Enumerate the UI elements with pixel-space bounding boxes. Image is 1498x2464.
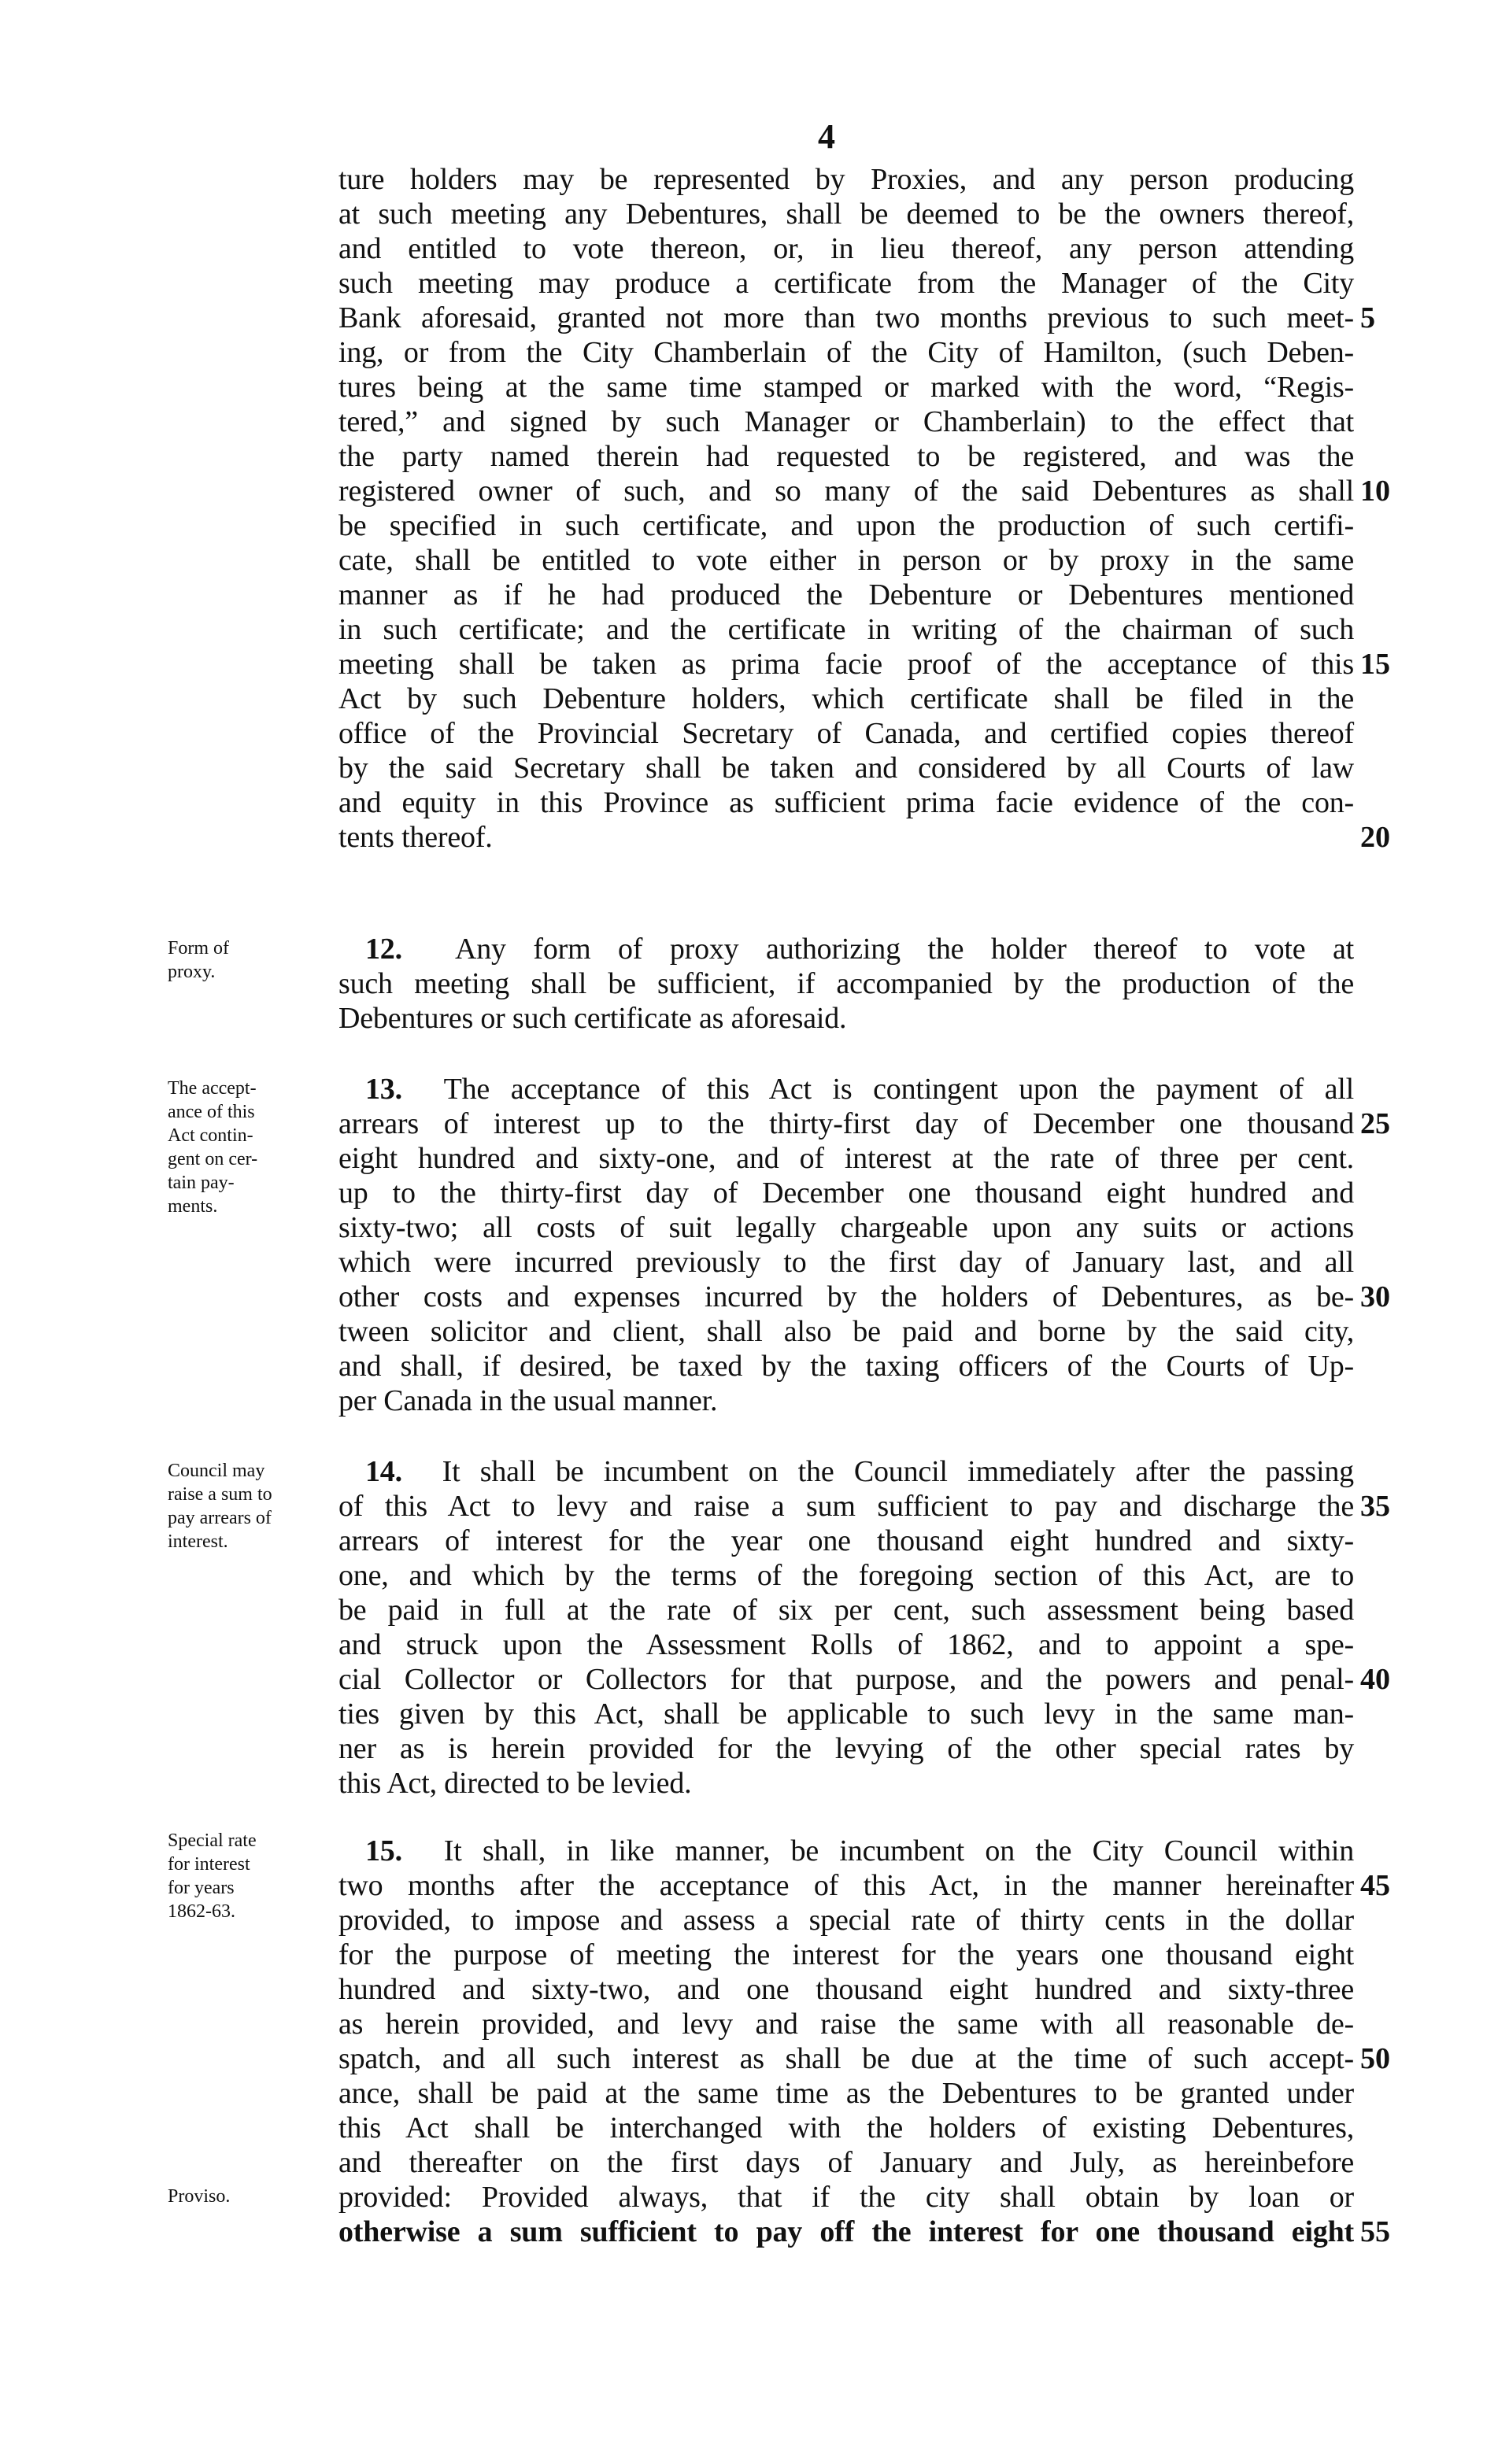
section-text: The acceptance of this Act is contingent upon the payment of all — [443, 1073, 1354, 1106]
text-line: registered owner of such, and so many of the said Debentures as shall — [338, 475, 1354, 508]
line-number: 55 — [1360, 2215, 1390, 2248]
line-number: 5 — [1360, 301, 1375, 334]
text-line: such meeting shall be sufficient, if accompanied by the production of the — [338, 967, 1354, 1000]
text-line: provided, to impose and assess a special rate of thirty cents in the dollar — [338, 1904, 1354, 1937]
text-line: otherwise a sum sufficient to pay off the interest for one thousand eight — [338, 2215, 1354, 2248]
text-line: tents thereof. — [338, 821, 493, 854]
margin-note-line: interest. — [168, 1531, 228, 1552]
margin-note-line: for years — [168, 1878, 235, 1898]
text-line: tween solicitor and client, shall also be paid and borne by the said city, — [338, 1315, 1354, 1348]
text-line: arrears of interest for the year one thousand eight hundred and sixty- — [338, 1524, 1354, 1557]
text-line: office of the Provincial Secretary of Canada, and certified copies thereof — [338, 717, 1354, 750]
margin-note-special-rate — [168, 1829, 329, 1923]
section-14 — [338, 1454, 1354, 1801]
text-line: Debentures or such certificate as aforesaid. — [338, 1002, 847, 1035]
text-line: in such certificate; and the certificate in writing of the chairman of such — [338, 613, 1354, 646]
margin-note-council-may-raise — [168, 1459, 329, 1553]
section-number: 15. — [365, 1834, 402, 1867]
section-15 — [338, 1834, 1354, 2249]
text-line: as herein provided, and levy and raise the same with all reasonable de- — [338, 2008, 1354, 2041]
margin-note-line: proxy. — [168, 962, 216, 982]
text-line: eight hundred and sixty-one, and of interest at the rate of three per cent. — [338, 1142, 1354, 1175]
text-line: such meeting may produce a certificate from the Manager of the City — [338, 267, 1354, 300]
margin-note-line: Act contin- — [168, 1125, 253, 1146]
text-line: which were incurred previously to the first day of January last, and all — [338, 1246, 1354, 1279]
margin-note-line: The accept- — [168, 1078, 257, 1099]
page-number: 4 — [818, 117, 835, 156]
text-line: for the purpose of meeting the interest for the years one thousand eight — [338, 1938, 1354, 1971]
text-line: be specified in such certificate, and upon the production of such certifi- — [338, 509, 1354, 542]
text-line: arrears of interest up to the thirty-first day of December one thousand — [338, 1107, 1354, 1140]
text-line: one, and which by the terms of the foregoing section of this Act, are to — [338, 1559, 1354, 1592]
line-number: 25 — [1360, 1107, 1390, 1140]
margin-note-line: raise a sum to — [168, 1484, 272, 1505]
margin-note-line: gent on cer- — [168, 1149, 258, 1169]
margin-note-acceptance — [168, 1077, 329, 1218]
text-line: two months after the acceptance of this Act, in the manner hereinafter — [338, 1869, 1354, 1902]
text-line: this Act shall be interchanged with the holders of existing Debentures, — [338, 2111, 1354, 2144]
section-number: 12. — [365, 933, 402, 966]
text-line: ner as is herein provided for the levying of the other special rates by — [338, 1732, 1354, 1765]
line-number: 15 — [1360, 648, 1390, 681]
text-line: at such meeting any Debentures, shall be deemed to be the owners thereof, — [338, 198, 1354, 231]
text-line: hundred and sixty-two, and one thousand eight hundred and sixty-three — [338, 1973, 1354, 2006]
text-line: be paid in full at the rate of six per cent, such assessment being based — [338, 1594, 1354, 1627]
text-line: and struck upon the Assessment Rolls of 1862, and to appoint a spe- — [338, 1628, 1354, 1661]
text-line: the party named therein had requested to be registered, and was the — [338, 440, 1354, 473]
text-line: and equity in this Province as sufficient prima facie evidence of the con- — [338, 786, 1354, 819]
line-number: 40 — [1360, 1663, 1390, 1696]
text-line: ties given by this Act, shall be applicable to such levy in the same man- — [338, 1697, 1354, 1731]
line-number: 10 — [1360, 475, 1390, 508]
text-line: spatch, and all such interest as shall be due at the time of such accept- — [338, 2042, 1354, 2075]
text-line: per Canada in the usual manner. — [338, 1384, 718, 1417]
text-line: this Act, directed to be levied. — [338, 1767, 692, 1800]
section-number: 14. — [365, 1455, 402, 1488]
text-line: ance, shall be paid at the same time as the Debentures to be granted under — [338, 2077, 1354, 2110]
section-12 — [338, 932, 1354, 1036]
text-line: and shall, if desired, be taxed by the taxing officers of the Courts of Up- — [338, 1350, 1354, 1383]
text-line: by the said Secretary shall be taken and considered by all Courts of law — [338, 752, 1354, 785]
line-number: 35 — [1360, 1490, 1390, 1523]
paragraph-continuation — [338, 162, 1354, 855]
text-line: cial Collector or Collectors for that purpose, and the powers and penal- — [338, 1663, 1354, 1696]
text-line — [338, 1454, 1354, 1489]
section-13 — [338, 1072, 1354, 1418]
text-line: other costs and expenses incurred by the holders of Debentures, as be- — [338, 1280, 1354, 1313]
margin-note-line: 1862-63. — [168, 1901, 235, 1922]
text-line: cate, shall be entitled to vote either in person or by proxy in the same — [338, 544, 1354, 577]
text-line: tered,” and signed by such Manager or Chamberlain) to the effect that — [338, 405, 1354, 438]
text-line — [338, 932, 1354, 966]
line-number: 50 — [1360, 2042, 1390, 2075]
text-line — [338, 1072, 1354, 1106]
text-line: tures being at the same time stamped or marked with the word, “Regis- — [338, 371, 1354, 404]
section-text: It shall be incumbent on the Council immediately after the passing — [442, 1455, 1354, 1488]
margin-note-line: ance of this — [168, 1102, 255, 1122]
text-line: of this Act to levy and raise a sum sufficient to pay and discharge the — [338, 1490, 1354, 1523]
text-line: sixty-two; all costs of suit legally chargeable upon any suits or actions — [338, 1211, 1354, 1244]
text-line: and thereafter on the first days of January and July, as hereinbefore — [338, 2146, 1354, 2179]
section-text: It shall, in like manner, be incumbent on the City Council within — [443, 1834, 1354, 1867]
margin-note-form-of-proxy — [168, 936, 329, 984]
margin-note-line: Proviso. — [168, 2186, 231, 2207]
margin-note-line: pay arrears of — [168, 1508, 272, 1528]
text-line: ture holders may be represented by Proxies, and any person producing — [338, 163, 1354, 196]
text-line: ing, or from the City Chamberlain of the City of Hamilton, (such Deben- — [338, 336, 1354, 369]
text-line: up to the thirty-first day of December one thousand eight hundred and — [338, 1177, 1354, 1210]
line-number: 45 — [1360, 1869, 1390, 1902]
section-number: 13. — [365, 1073, 402, 1106]
margin-note-line: Council may — [168, 1461, 265, 1481]
text-line: provided: Provided always, that if the city shall obtain by loan or — [338, 2181, 1354, 2214]
text-line: Act by such Debenture holders, which certificate shall be filed in the — [338, 682, 1354, 715]
text-line — [338, 1834, 1354, 1868]
text-line: Bank aforesaid, granted not more than two months previous to such meet- — [338, 301, 1354, 334]
text-line: manner as if he had produced the Debenture or Debentures mentioned — [338, 578, 1354, 611]
line-number: 20 — [1360, 821, 1390, 854]
margin-note-line: for interest — [168, 1854, 250, 1875]
margin-note-proviso — [168, 2185, 329, 2208]
margin-note-line: Form of — [168, 938, 229, 959]
margin-note-line: ments. — [168, 1196, 218, 1217]
margin-note-line: Special rate — [168, 1830, 257, 1851]
line-number: 30 — [1360, 1280, 1390, 1313]
margin-note-line: tain pay- — [168, 1173, 235, 1193]
text-line: and entitled to vote thereon, or, in lieu thereof, any person attending — [338, 232, 1354, 265]
section-text: Any form of proxy authorizing the holder thereof to vote at — [454, 933, 1354, 966]
text-line: meeting shall be taken as prima facie proof of the acceptance of this — [338, 648, 1354, 681]
